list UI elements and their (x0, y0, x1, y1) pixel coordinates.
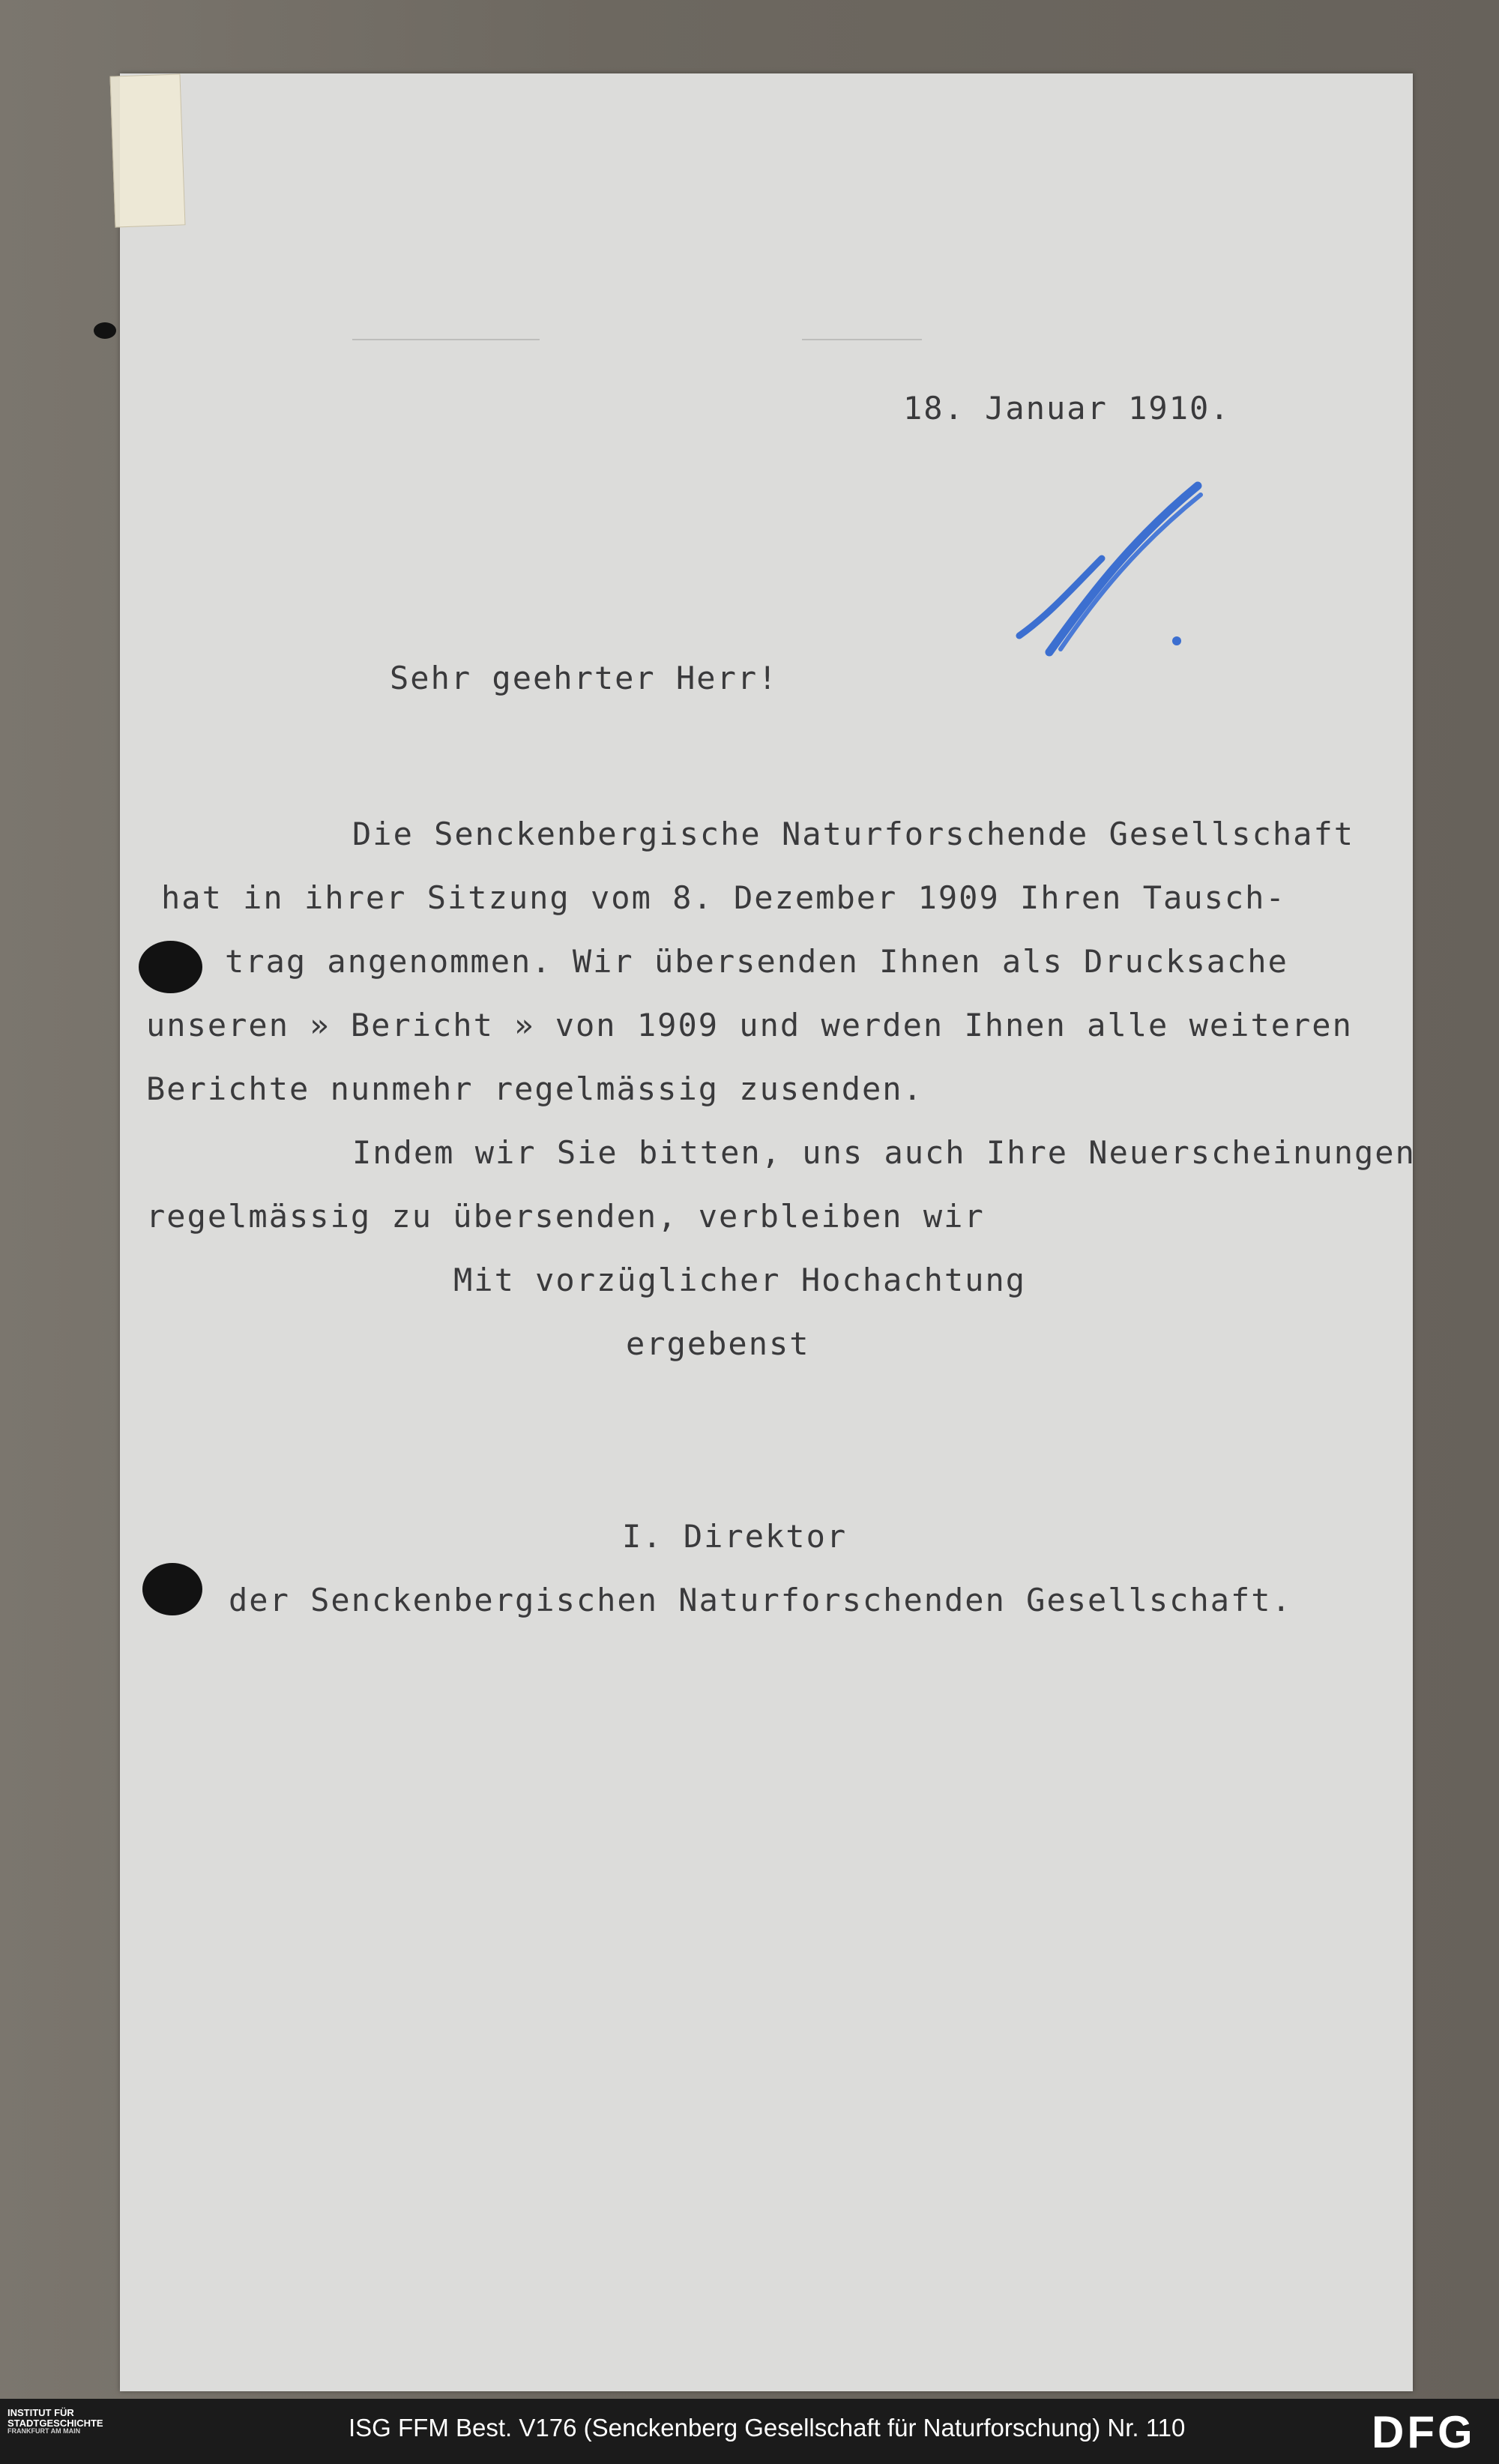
body-line-5: Berichte nunmehr regelmässig zusenden. (146, 1070, 923, 1107)
closing-line-2: ergebenst (626, 1325, 810, 1362)
body-line-1: Die Senckenbergische Naturforschende Gesellschaft (352, 816, 1355, 852)
punch-hole-lower (142, 1563, 202, 1615)
header-dash-left (352, 339, 540, 340)
logo-line-2: STADTGESCHICHTE (7, 2417, 103, 2429)
body-line-4: unseren » Bericht » von 1909 und werden Ihnen alle weiteren (146, 1007, 1353, 1043)
header-dash-right (802, 339, 922, 340)
closing-line-1: Mit vorzüglicher Hochachtung (453, 1262, 1027, 1298)
logo-line-1: INSTITUT FÜR (7, 2407, 74, 2418)
logo-line-3: FRANKFURT AM MAIN (7, 2427, 81, 2436)
signature-title: I. Direktor (622, 1518, 848, 1555)
handwritten-number-mark (1004, 472, 1214, 667)
institute-logo (7, 2408, 172, 2436)
signature-org: der Senckenbergischen Naturforschenden Gesellschaft. (229, 1582, 1292, 1618)
dfg-logo: DFG (1372, 2407, 1476, 2457)
edge-tear-mark (94, 322, 116, 339)
body-line-6: Indem wir Sie bitten, uns auch Ihre Neuerscheinungen (352, 1134, 1416, 1171)
salutation: Sehr geehrter Herr! (390, 660, 779, 696)
body-line-3: trag angenommen. Wir übersenden Ihnen als Drucksache (225, 943, 1288, 980)
archive-footer (0, 2399, 1499, 2464)
body-line-2: hat in ihrer Sitzung vom 8. Dezember 1909 Ihren Tausch- (161, 879, 1286, 916)
archive-caption: ISG FFM Best. V176 (Senckenberg Gesellschaft für Naturforschung) Nr. 110 (349, 2414, 1186, 2442)
adhesive-tape (110, 73, 186, 227)
letter-date: 18. Januar 1910. (903, 390, 1231, 427)
punch-hole-upper (139, 941, 202, 993)
body-line-7: regelmässig zu übersenden, verbleiben wir (146, 1198, 985, 1235)
